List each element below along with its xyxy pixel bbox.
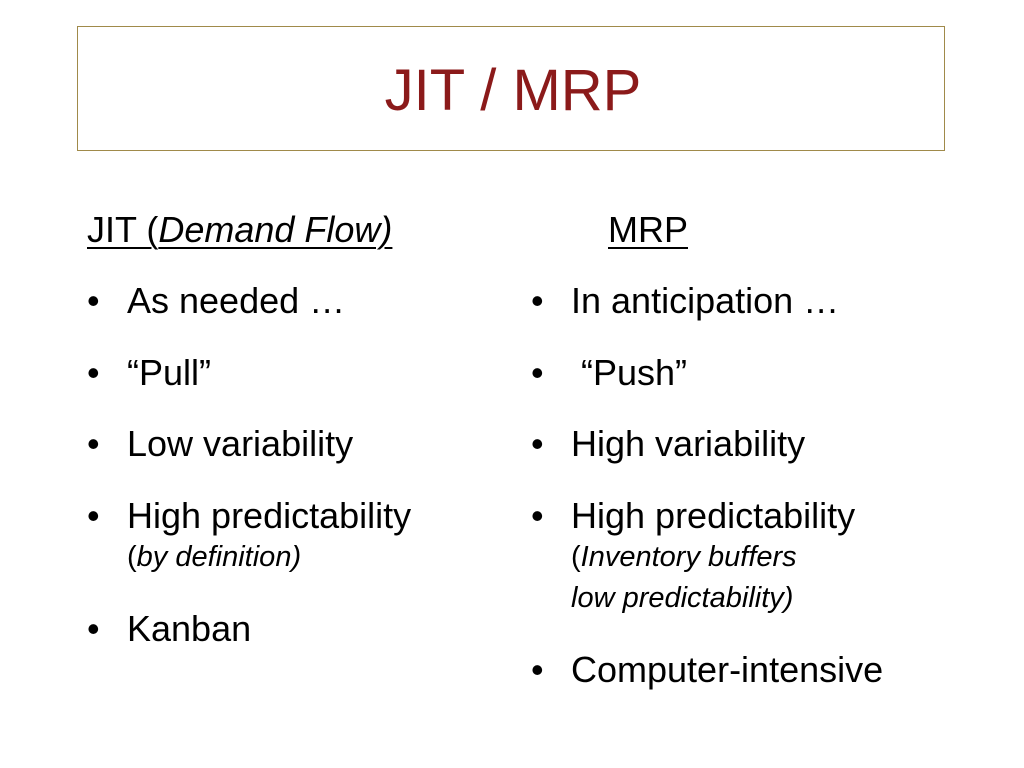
jit-note-paren: ( [127,541,137,573]
mrp-item-text: In anticipation … [571,280,840,321]
bullet-icon: • [531,423,544,464]
bullet-icon: • [531,352,544,393]
bullet-icon: • [531,649,544,690]
bullet-icon: • [531,280,544,321]
jit-note [127,543,301,572]
jit-note-text: by definition) [136,541,302,573]
bullet-icon: • [87,352,100,393]
mrp-item-text: High predictability [571,495,856,536]
mrp-note-line2: low predictability) [571,582,794,614]
mrp-item-text: “Push” [571,352,688,393]
mrp-item-text: Computer-intensive [571,649,884,690]
title-box [77,26,945,151]
mrp-item-text: High variability [571,423,806,464]
bullet-icon: • [531,495,544,536]
mrp-heading: MRP [608,209,688,250]
jit-item-text: “Pull” [127,352,212,393]
jit-item-text: Kanban [127,608,252,649]
bullet-icon: • [87,280,100,321]
bullet-icon: • [87,423,100,464]
jit-item-text: As needed … [127,280,346,321]
jit-heading [87,209,393,250]
jit-heading-label: JIT ( [87,209,159,250]
mrp-note-line1 [571,543,797,572]
bullet-icon: • [87,608,100,649]
slide-title: JIT / MRP [384,57,642,123]
jit-item-text: Low variability [127,423,354,464]
jit-item-text: High predictability [127,495,412,536]
jit-heading-emphasis: Demand Flow) [158,209,393,250]
mrp-note-paren: ( [571,541,581,573]
mrp-note-text-line1: Inventory buffers [580,541,797,573]
bullet-icon: • [87,495,100,536]
